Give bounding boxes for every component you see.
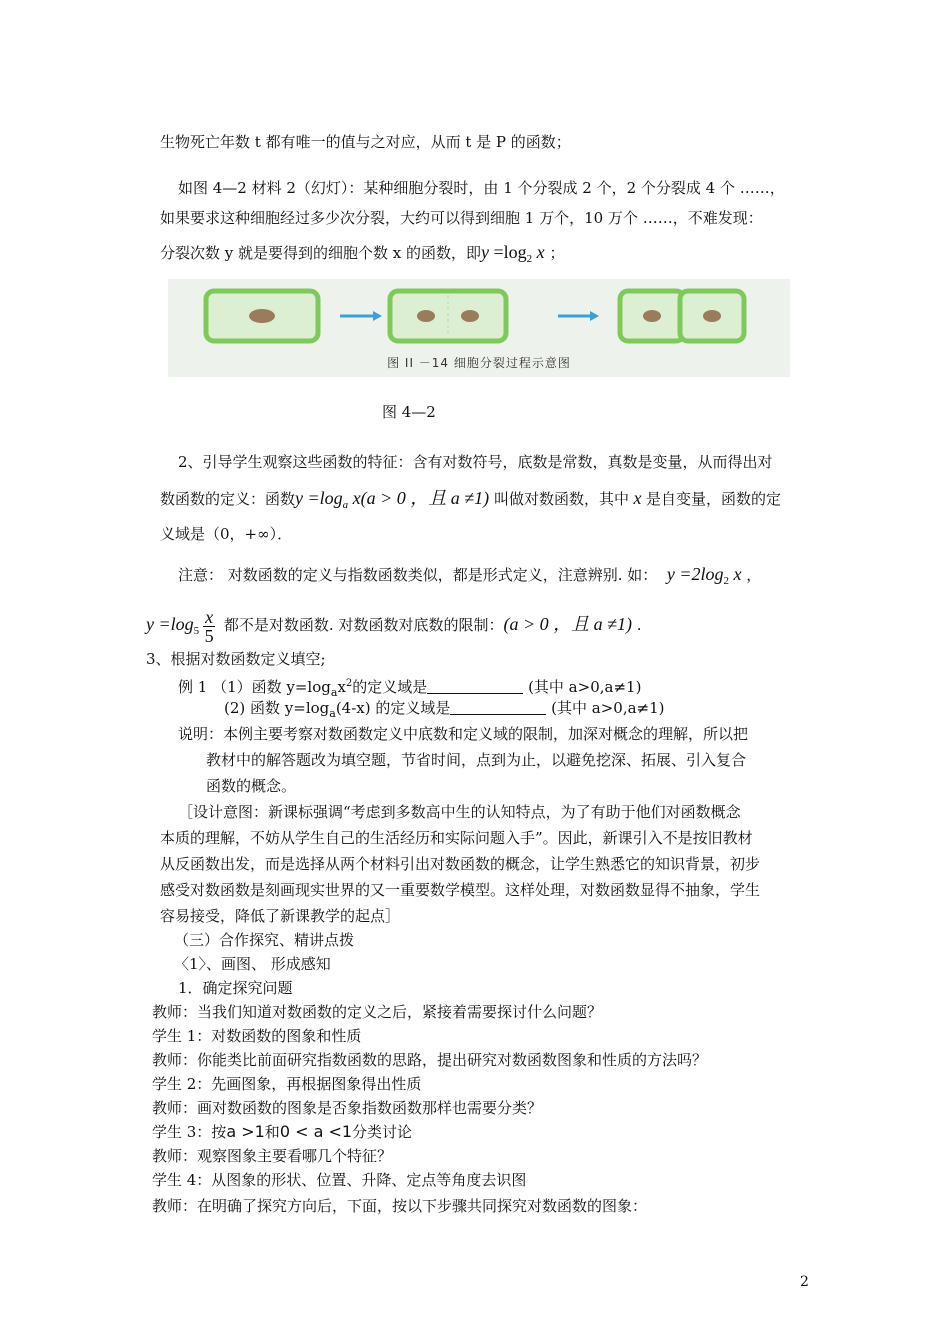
arrow-head-2 [590,311,599,321]
text-line: 义域是（0，+∞）． [160,525,293,543]
nucleus-2a [417,310,435,322]
dialog-line: 学生 2：先画图象，再根据图象得出性质 [152,1075,422,1093]
text-line: 从反函数出发，而是选择从两个材料引出对数函数的概念，让学生熟悉它的知识背景，初步 [160,855,761,873]
text: 是自变量，函数的定 [645,490,781,508]
arrow-head-1 [373,311,382,321]
text-line: ［设计意图：新课标强调“考虑到多数高中生的认知特点，为了有助于他们对函数概念 [178,803,741,821]
formula-base: 2 [526,253,533,265]
text-line: 函数的概念。 [206,777,297,795]
fill-blank [450,700,546,715]
text-line: 1．确定探究问题 [178,979,293,997]
dialog-line: 学生 4：从图象的形状、位置、升降、定点等角度去识图 [152,1171,527,1189]
formula-x: x [628,488,646,508]
figure-label: 图 4—2 [382,403,436,421]
text-line: 本质的理解，不妨从学生自己的生活经历和实际问题入手”。因此，新课引入不是按旧教材 [160,829,753,847]
fraction [203,608,215,645]
formula-base: 2 [723,575,729,587]
fill-blank [427,679,523,694]
superscript: 2 [345,678,353,689]
base: a [330,686,338,699]
text: 分裂次数 y 就是要得到的细胞个数 x 的函数，即 [160,244,482,262]
dialog-line: 教师：画对数函数的图象是否象指数函数那样也需要分类？ [152,1099,543,1117]
text: x [337,678,346,696]
denominator: 5 [204,625,214,646]
text-line: 教材中的解答题改为填空题，节省时间，点到为止，以避免挖深、拓展、引入复合 [206,751,747,769]
text-line: 3、根据对数函数定义填空; [146,650,326,668]
dialog-line: 教师：在明确了探究方向后，下面，按以下步骤共同探究对数函数的图象： [152,1197,648,1215]
nucleus-3a [643,310,661,322]
text: (2) 函数 y=log [224,699,330,717]
formula: y =2log [666,564,724,584]
page-number: 2 [800,1274,809,1290]
text: 都不是对数函数. 对数函数对底数的限制： [219,616,504,634]
condition-2: 0 < a <1 [279,1122,353,1141]
text-line-formula [160,488,781,515]
text: . [631,616,642,634]
text-line-formula [146,604,642,644]
cell-division-figure [168,279,790,377]
text: ， [741,566,762,584]
text: 例 1 （1）函数 y=log [178,678,331,696]
text-line-formula [178,564,761,591]
formula: y =log [295,488,343,508]
text: 分类讨论 [352,1123,413,1141]
section-heading: （三）合作探究、精讲点拨 [174,931,355,949]
text-line: 容易接受，降低了新课教学的起点］ [160,907,401,925]
formula-base: a [342,499,349,511]
text: 注意： 对数函数的定义与指数函数类似，都是形式定义，注意辨别. 如： [178,566,658,584]
dialog-line: 教师：观察图象主要看哪几个特征？ [152,1147,393,1165]
text-line: 生物死亡年数 t 都有唯一的值与之对应，从而 t 是 P 的函数； [160,133,571,151]
text-line-formula [160,242,564,269]
nucleus-3b [703,310,721,322]
text: 学生 3：按 [152,1123,227,1141]
formula-log: =log [489,242,527,262]
formula-rest: x(a > 0 ，且 a ≠1) [348,488,490,508]
text: 叫做对数函数，其中 [489,490,629,508]
base: a [329,707,336,720]
nucleus-2b [461,310,479,322]
dialog-line [152,1122,412,1142]
text: 数函数的定义：函数 [160,490,296,508]
dialog-line: 教师：你能类比前面研究指数函数的思路，提出研究对数函数图象和性质的方法吗？ [152,1051,708,1069]
formula: y =log [146,614,194,634]
text-line: 说明：本例主要考察对数函数定义中底数和定义域的限制，加深对概念的理解，所以把 [178,725,749,743]
formula-y: y [481,242,490,262]
text: (其中 a>0,a≠1) [523,678,642,696]
text: (其中 a>0,a≠1) [546,699,665,717]
formula-x: x [532,242,545,262]
text-line: 如图 4—2 材料 2（幻灯）：某种细胞分裂时，由 1 个分裂成 2 个，2 个分裂成 4 个 ……， [178,179,785,197]
dialog-line: 教师：当我们知道对数函数的定义之后，紧接着需要探讨什么问题？ [152,1003,603,1021]
formula-base: 5 [193,625,200,637]
text: 和 [264,1123,280,1141]
text-line: 2、引导学生观察这些函数的特征：含有对数符号，底数是常数，真数是变量，从而得出对 [178,453,773,471]
text-line: 如果要求这种细胞经过多少次分裂，大约可以得到细胞 1 万个，10 万个 ……，不难发现： [160,209,763,227]
text: 的定义域是 [352,678,428,696]
numerator: x [205,606,214,627]
dialog-line: 学生 1：对数函数的图象和性质 [152,1027,362,1045]
condition-1: a >1 [226,1122,265,1141]
figure-inner-caption: 图 II －14 细胞分裂过程示意图 [387,356,571,370]
text: ； [544,244,565,262]
example-line [224,698,665,724]
text-line: 感受对数函数是刻画现实世界的又一重要数学模型。这样处理，对数函数显得不抽象，学生 [160,881,761,899]
formula-x: x [729,564,742,584]
condition: (a > 0 ，且 a ≠1) [503,614,632,634]
subsection-heading: 〈1〉、画图、 形成感知 [174,955,331,973]
text: (4-x) 的定义域是 [335,699,451,717]
nucleus-1 [249,309,275,323]
